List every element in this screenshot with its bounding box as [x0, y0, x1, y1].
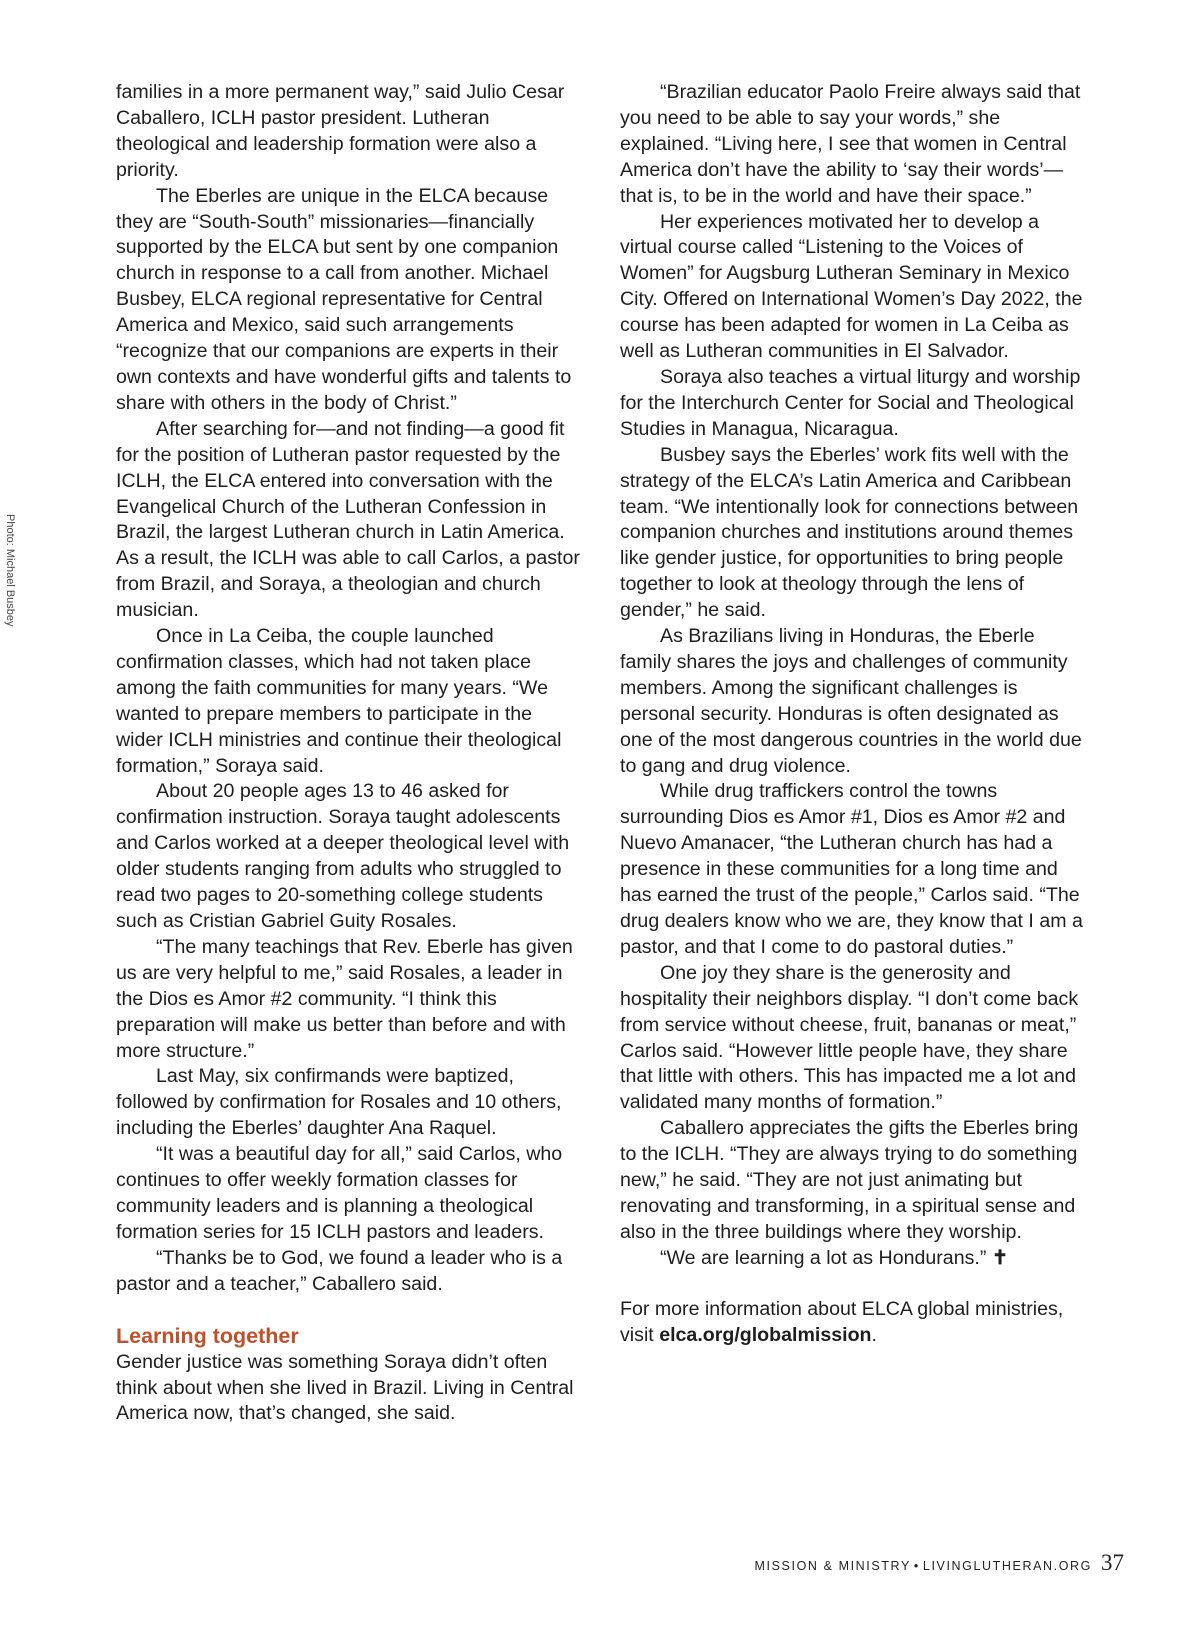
paragraph: Once in La Ceiba, the couple launched confirmation classes, which had not taken place among the faith communities for many years. “We wanted to prepare members to participate in the wider ICLH ministries and continue their theological formation,” Soraya said. [116, 625, 562, 777]
paragraph: Caballero appreciates the gifts the Eberles bring to the ICLH. “They are always trying to do something new,” he said. “They are not just animating but renovating and transforming, in a spiritual sense and also in the three buildings where they worship. [620, 1117, 1079, 1243]
paragraph: About 20 people ages 13 to 46 asked for confirmation instruction. Soraya taught adolescents and Carlos worked at a deeper theological level with older students ranging from adults who struggled to read two pages to 20-something college students such as Cristian Gabriel Guity Rosales. [116, 780, 570, 932]
paragraph: As Brazilians living in Honduras, the Eberle family shares the joys and challenges of community members. Among the significant challenges is personal security. Honduras is often designated as one of the most dangerous countries in the world due to gang and drug violence. [620, 625, 1082, 777]
paragraph: Last May, six confirmands were baptized, followed by confirmation for Rosales and 10 others, including the Eberles’ daughter Ana Raquel. [116, 1065, 562, 1140]
more-info-text: For more information about ELCA global ministries, visit [620, 1297, 1064, 1346]
more-info-paragraph [620, 1297, 1084, 1349]
left-column [116, 80, 580, 1427]
closing-quote: “We are learning a lot as Hondurans.” [660, 1246, 987, 1269]
page-footer [755, 1550, 1124, 1576]
paragraph: “It was a beautiful day for all,” said Carlos, who continues to offer weekly formation classes for community leaders and is planning a theological formation series for 15 ICLH pastors and leaders. [116, 1143, 563, 1243]
footer-site: LIVINGLUTHERAN.ORG [922, 1559, 1092, 1573]
more-info-period: . [871, 1323, 877, 1346]
paragraph: The Eberles are unique in the ELCA because they are “South-South” missionaries—financially supported by the ELCA but sent by one companion church in response to a call from another. Michael Busbey, ELCA regional representative for Central America and Mexico, said such arrangements “recognize that our companions are experts in their own contexts and have wonderful gifts and talents to share with others in the body of Christ.” [116, 184, 572, 414]
globalmission-link[interactable]: elca.org/globalmission [659, 1323, 872, 1346]
paragraph: Busbey says the Eberles’ work fits well with the strategy of the ELCA’s Latin America and Caribbean team. “We intentionally look for connections between companion churches and institutions around themes like gender justice, for opportunities to bring people together to look at theology through the lens of gender,” he said. [620, 443, 1079, 622]
paragraph: After searching for—and not finding—a good fit for the position of Lutheran pastor requested by the ICLH, the ELCA entered into conversation with the Evangelical Church of the Lutheran Confession in Brazil, the largest Lutheran church in Latin America. As a result, the ICLH was able to call Carlos, a pastor from Brazil, and Soraya, a theologian and church musician. [116, 417, 580, 622]
paragraph: While drug traffickers control the towns surrounding Dios es Amor #1, Dios es Amor #2 and Nuevo Amanacer, “the Lutheran church has had a presence in these communities for a long time and has earned the trust of the people,” Carlos said. “The drug dealers know who we are, they know that I am a pastor, and that I come to do pastoral duties.” [620, 780, 1083, 958]
paragraph: “Brazilian educator Paolo Freire always said that you need to be able to say your words,” she explained. “Living here, I see that women in Central America don’t have the ability to ‘say their words’—that is, to be in the world and have their space.” [620, 81, 1081, 207]
footer-separator: • [913, 1559, 920, 1573]
cross-icon: ✝ [991, 1246, 1009, 1269]
right-column [620, 80, 1084, 1349]
paragraph: families in a more permanent way,” said Julio Cesar Caballero, ICLH pastor president. Lutheran theological and leadership formation were also a priority. [116, 81, 565, 181]
paragraph: One joy they share is the generosity and hospitality their neighbors display. “I don’t come back from service without cheese, fruit, bananas or meat,” Carlos said. “However little people have, they share that little with others. This has impacted me a lot and validated many months of formation.” [620, 961, 1079, 1114]
closing-paragraph [620, 1246, 1084, 1272]
photo-credit: Photo: Michael Busbey [4, 514, 16, 627]
page-number: 37 [1101, 1550, 1124, 1575]
paragraph: Gender justice was something Soraya didn’t often think about when she lived in Brazil. Living in Central America now, that’s changed, she said. [116, 1350, 574, 1425]
paragraph: “Thanks be to God, we found a leader who is a pastor and a teacher,” Caballero said. [116, 1246, 563, 1295]
section-heading: Learning together [116, 1323, 299, 1348]
footer-section: MISSION & MINISTRY [754, 1559, 911, 1573]
paragraph: Her experiences motivated her to develop a virtual course called “Listening to the Voices of Women” for Augsburg Lutheran Seminary in Mexico City. Offered on International Women’s Day 2022, the course has been adapted for women in La Ceiba as well as Lutheran communities in El Salvador. [620, 210, 1083, 363]
paragraph: “The many teachings that Rev. Eberle has given us are very helpful to me,” said Rosales, a leader in the Dios es Amor #2 community. “I think this preparation will make us better than before and with more structure.” [116, 935, 573, 1062]
paragraph: Soraya also teaches a virtual liturgy and worship for the Interchurch Center for Social and Theological Studies in Managua, Nicaragua. [620, 365, 1081, 440]
